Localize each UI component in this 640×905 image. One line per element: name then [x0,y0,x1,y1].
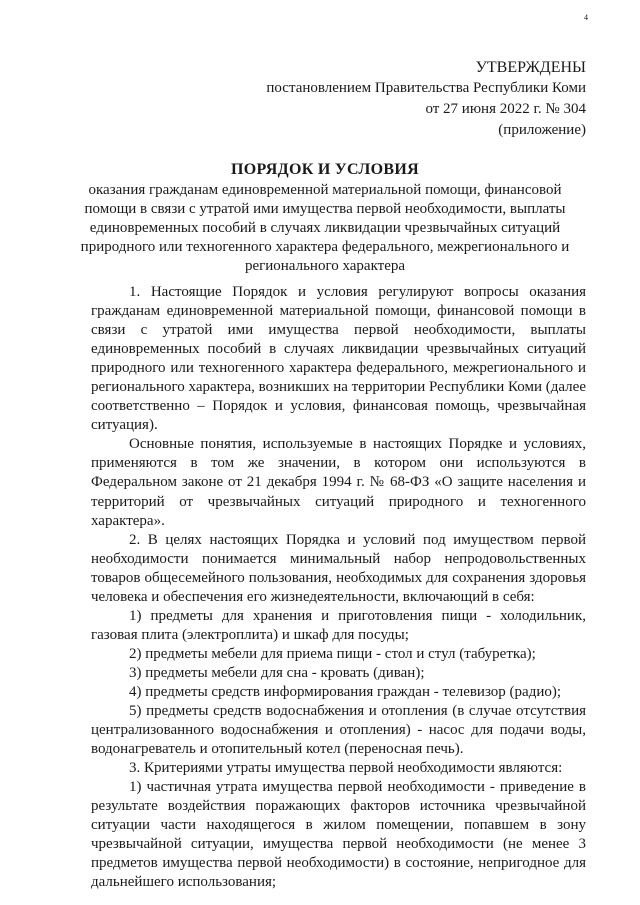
paragraph: 1. Настоящие Порядок и условия регулируют вопросы оказания гражданам единовременной материальной помощи, финансовой помощи в связи с утратой ими имущества первой необходимости, выплаты единовременных пособий в случаях ликвидации чрезвычайных ситуаций природного или техногенного характера федерального, межрегионального и регионального характера, возникших на территории Республики Коми (далее соответственно – Порядок и условия, финансовая помощь, чрезвычайная ситуация). [91,284,586,434]
document-body [91,283,586,893]
paragraph: Основные понятия, используемые в настоящих Порядке и условиях, применяются в том же значении, в котором они используются в Федеральном законе от 21 декабря 1994 г. № 68-ФЗ «О защите населения и территорий от чрезвычайных ситуаций природного и техногенного характера». [91,436,586,529]
document-subtitle-line: оказания гражданам единовременной материальной помощи, финансовой [88,182,562,198]
document-title: ПОРЯДОК И УСЛОВИЯ [231,161,419,178]
document-subtitle-line: единовременных пособий в случаях ликвидации чрезвычайных ситуаций [89,220,561,236]
list-item: 1) предметы для хранения и приготовления пищи - холодильник, газовая плита (электроплита) и шкаф для посуды; [91,607,586,643]
list-item: 2) предметы мебели для приема пищи - стол и стул (табуретка); [129,645,536,662]
approval-line: от 27 июня 2022 г. № 304 [425,101,586,117]
list-item: 4) предметы средств информирования граждан - телевизор (радио); [129,683,562,700]
approval-line: (приложение) [498,122,586,138]
document-subtitle-line: помощи в связи с утратой ими имущества первой необходимости, выплаты [84,201,566,217]
list-item: 3) предметы мебели для сна - кровать (диван); [129,664,425,681]
approval-line: постановлением Правительства Республики Коми [266,80,586,96]
paragraph: 3. Критериями утраты имущества первой необходимости являются: [129,760,563,777]
document-subtitle-line: природного или техногенного характера федерального, межрегионального и [80,239,570,255]
page-number: 4 [584,13,588,22]
list-item: 1) частичная утрата имущества первой необходимости - приведение в результате воздействия поражающих факторов источника чрезвычайной ситуации части находящегося в жилом помещении, попавшем в зону чрезвычайной ситуации, имущества первой необходимости (не менее 3 предметов имущества первой необходимости) в состояние, непригодное для дальнейшего использования; [91,779,586,891]
paragraph: 2. В целях настоящих Порядка и условий под имуществом первой необходимости понимается минимальный набор непродовольственных товаров общесемейного пользования, необходимых для сохранения здоровья человека и обеспечения его жизнедеятельности, включающий в себя: [91,531,586,605]
document-header [60,160,590,276]
list-item: 5) предметы средств водоснабжения и отопления (в случае отсутствия централизованного водоснабжения и отопления) - насос для подачи воды, водонагреватель и отопительный котел (переносная печь). [91,703,586,758]
approval-heading: УТВЕРЖДЕНЫ [475,59,586,76]
document-subtitle-line: регионального характера [244,258,406,274]
approval-stamp [266,57,586,141]
